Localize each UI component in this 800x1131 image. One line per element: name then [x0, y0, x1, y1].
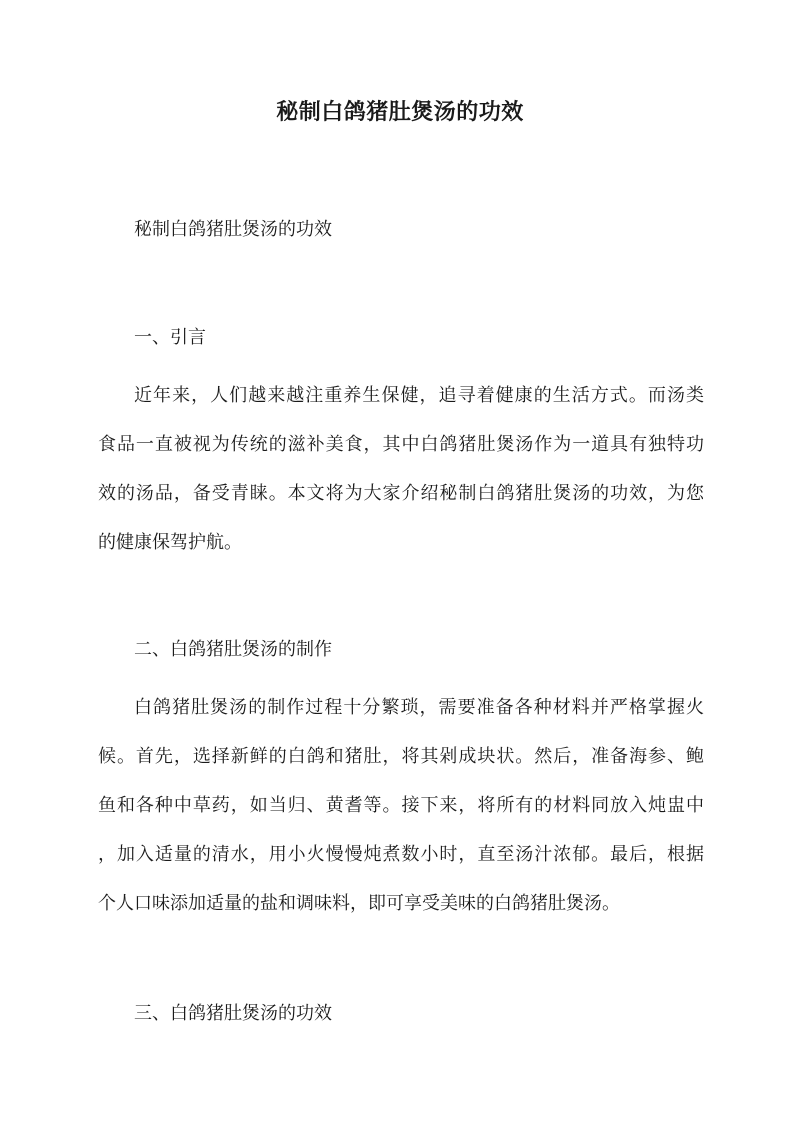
paragraph-line: 白鸽猪肚煲汤的制作过程十分繁琐，需要准备各种材料并严格掌握火 — [134, 697, 704, 718]
section-heading-introduction: 一、引言 — [134, 327, 206, 348]
paragraph-line: 效的汤品，备受青睐。本文将为大家介绍秘制白鸽猪肚煲汤的功效，为您 — [98, 483, 704, 504]
paragraph-line: 鱼和各种中草药，如当归、黄耆等。接下来，将所有的材料同放入炖盅中 — [98, 795, 704, 816]
paragraph-line: 候。首先，选择新鲜的白鸽和猪肚，将其剁成块状。然后，准备海参、鲍 — [98, 746, 704, 767]
section-heading-benefits: 三、白鸽猪肚煲汤的功效 — [134, 1003, 332, 1024]
paragraph-introduction — [98, 371, 704, 567]
document-title: 秘制白鸽猪肚煲汤的功效 — [276, 99, 524, 125]
paragraph-line: 食品一直被视为传统的滋补美食，其中白鸽猪肚煲汤作为一道具有独特功 — [98, 434, 704, 455]
paragraph-line: ，加入适量的清水，用小火慢慢炖煮数小时，直至汤汁浓郁。最后，根据 — [98, 844, 704, 865]
paragraph-line: 的健康保驾护航。 — [98, 532, 242, 553]
section-heading-preparation: 二、白鸽猪肚煲汤的制作 — [134, 639, 332, 660]
document-subtitle: 秘制白鸽猪肚煲汤的功效 — [134, 219, 332, 240]
paragraph-preparation — [98, 683, 704, 928]
paragraph-line: 个人口味添加适量的盐和调味料，即可享受美味的白鸽猪肚煲汤。 — [98, 893, 620, 914]
paragraph-line: 近年来，人们越来越注重养生保健，追寻着健康的生活方式。而汤类 — [134, 385, 704, 406]
